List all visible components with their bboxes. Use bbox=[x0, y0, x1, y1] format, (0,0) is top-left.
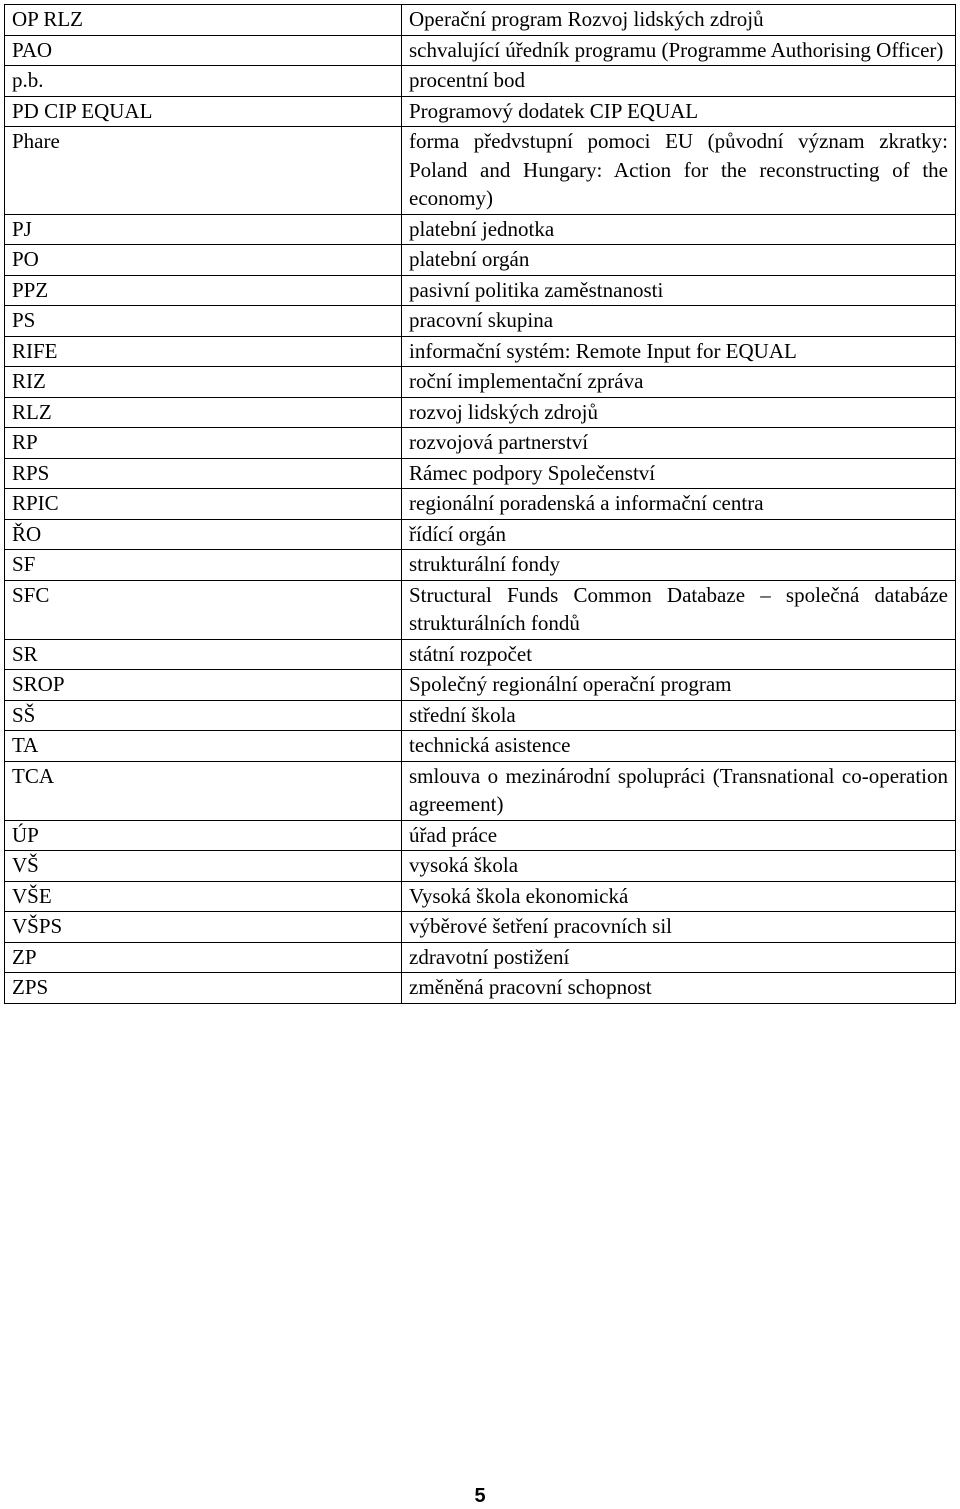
table-row bbox=[5, 580, 956, 639]
definition-cell: regionální poradenská a informační centra bbox=[402, 489, 956, 520]
abbreviation-cell: ÚP bbox=[5, 820, 402, 851]
definition-cell: strukturální fondy bbox=[402, 550, 956, 581]
definition-cell: úřad práce bbox=[402, 820, 956, 851]
table-row bbox=[5, 881, 956, 912]
table-row bbox=[5, 519, 956, 550]
table-row bbox=[5, 458, 956, 489]
table-row bbox=[5, 761, 956, 820]
abbreviation-cell: RPS bbox=[5, 458, 402, 489]
table-row bbox=[5, 397, 956, 428]
definition-cell: procentní bod bbox=[402, 66, 956, 97]
abbreviation-cell: SŠ bbox=[5, 700, 402, 731]
definition-cell: smlouva o mezinárodní spolupráci (Transnational co-operation agreement) bbox=[402, 761, 956, 820]
table-row bbox=[5, 336, 956, 367]
table-row bbox=[5, 5, 956, 36]
definition-cell: informační systém: Remote Input for EQUAL bbox=[402, 336, 956, 367]
table-row bbox=[5, 35, 956, 66]
table-row bbox=[5, 820, 956, 851]
table-row bbox=[5, 489, 956, 520]
abbreviation-cell: TA bbox=[5, 731, 402, 762]
definition-cell: Společný regionální operační program bbox=[402, 670, 956, 701]
table-row bbox=[5, 275, 956, 306]
abbreviation-cell: RLZ bbox=[5, 397, 402, 428]
definition-cell: pracovní skupina bbox=[402, 306, 956, 337]
table-row bbox=[5, 851, 956, 882]
table-row bbox=[5, 428, 956, 459]
definition-cell: vysoká škola bbox=[402, 851, 956, 882]
definition-cell: platební jednotka bbox=[402, 214, 956, 245]
table-row bbox=[5, 214, 956, 245]
table-row bbox=[5, 367, 956, 398]
table-row bbox=[5, 973, 956, 1004]
definition-cell: Vysoká škola ekonomická bbox=[402, 881, 956, 912]
definition-cell: střední škola bbox=[402, 700, 956, 731]
table-row bbox=[5, 670, 956, 701]
abbreviation-cell: RP bbox=[5, 428, 402, 459]
abbreviation-cell: RIZ bbox=[5, 367, 402, 398]
definition-cell: Structural Funds Common Databaze – společná databáze strukturálních fondů bbox=[402, 580, 956, 639]
definition-cell: státní rozpočet bbox=[402, 639, 956, 670]
definition-cell: platební orgán bbox=[402, 245, 956, 276]
definition-cell: pasivní politika zaměstnanosti bbox=[402, 275, 956, 306]
definition-cell: zdravotní postižení bbox=[402, 942, 956, 973]
definition-cell: Programový dodatek CIP EQUAL bbox=[402, 96, 956, 127]
definition-cell: rozvojová partnerství bbox=[402, 428, 956, 459]
table-row bbox=[5, 700, 956, 731]
abbreviation-table-body bbox=[5, 5, 956, 1004]
definition-cell: Rámec podpory Společenství bbox=[402, 458, 956, 489]
abbreviation-cell: PS bbox=[5, 306, 402, 337]
definition-cell: rozvoj lidských zdrojů bbox=[402, 397, 956, 428]
table-row bbox=[5, 127, 956, 215]
table-row bbox=[5, 731, 956, 762]
abbreviation-cell: PAO bbox=[5, 35, 402, 66]
abbreviation-cell: VŠE bbox=[5, 881, 402, 912]
abbreviation-cell: SR bbox=[5, 639, 402, 670]
definition-cell: schvalující úředník programu (Programme Authorising Officer) bbox=[402, 35, 956, 66]
abbreviation-cell: SROP bbox=[5, 670, 402, 701]
abbreviation-cell: PPZ bbox=[5, 275, 402, 306]
table-row bbox=[5, 942, 956, 973]
table-row bbox=[5, 550, 956, 581]
definition-cell: forma předvstupní pomoci EU (původní význam zkratky: Poland and Hungary: Action for the reconstructing of the economy) bbox=[402, 127, 956, 215]
abbreviation-cell: VŠ bbox=[5, 851, 402, 882]
abbreviation-cell: PJ bbox=[5, 214, 402, 245]
abbreviation-cell: Phare bbox=[5, 127, 402, 215]
page-number: 5 bbox=[474, 1485, 486, 1507]
abbreviation-cell: ZPS bbox=[5, 973, 402, 1004]
abbreviation-cell: RIFE bbox=[5, 336, 402, 367]
definition-cell: změněná pracovní schopnost bbox=[402, 973, 956, 1004]
abbreviation-cell: RPIC bbox=[5, 489, 402, 520]
definition-cell: Operační program Rozvoj lidských zdrojů bbox=[402, 5, 956, 36]
abbreviation-cell: TCA bbox=[5, 761, 402, 820]
definition-cell: roční implementační zpráva bbox=[402, 367, 956, 398]
table-row bbox=[5, 639, 956, 670]
definition-cell: řídící orgán bbox=[402, 519, 956, 550]
definition-cell: technická asistence bbox=[402, 731, 956, 762]
table-row bbox=[5, 306, 956, 337]
definition-cell: výběrové šetření pracovních sil bbox=[402, 912, 956, 943]
table-row bbox=[5, 96, 956, 127]
table-row bbox=[5, 66, 956, 97]
abbreviation-cell: SF bbox=[5, 550, 402, 581]
abbreviation-cell: OP RLZ bbox=[5, 5, 402, 36]
table-row bbox=[5, 912, 956, 943]
abbreviation-cell: ZP bbox=[5, 942, 402, 973]
abbreviation-cell: PD CIP EQUAL bbox=[5, 96, 402, 127]
abbreviation-cell: PO bbox=[5, 245, 402, 276]
table-row bbox=[5, 245, 956, 276]
abbreviation-table bbox=[4, 4, 956, 1004]
abbreviation-cell: ŘO bbox=[5, 519, 402, 550]
abbreviation-cell: SFC bbox=[5, 580, 402, 639]
abbreviation-cell: p.b. bbox=[5, 66, 402, 97]
abbreviation-cell: VŠPS bbox=[5, 912, 402, 943]
